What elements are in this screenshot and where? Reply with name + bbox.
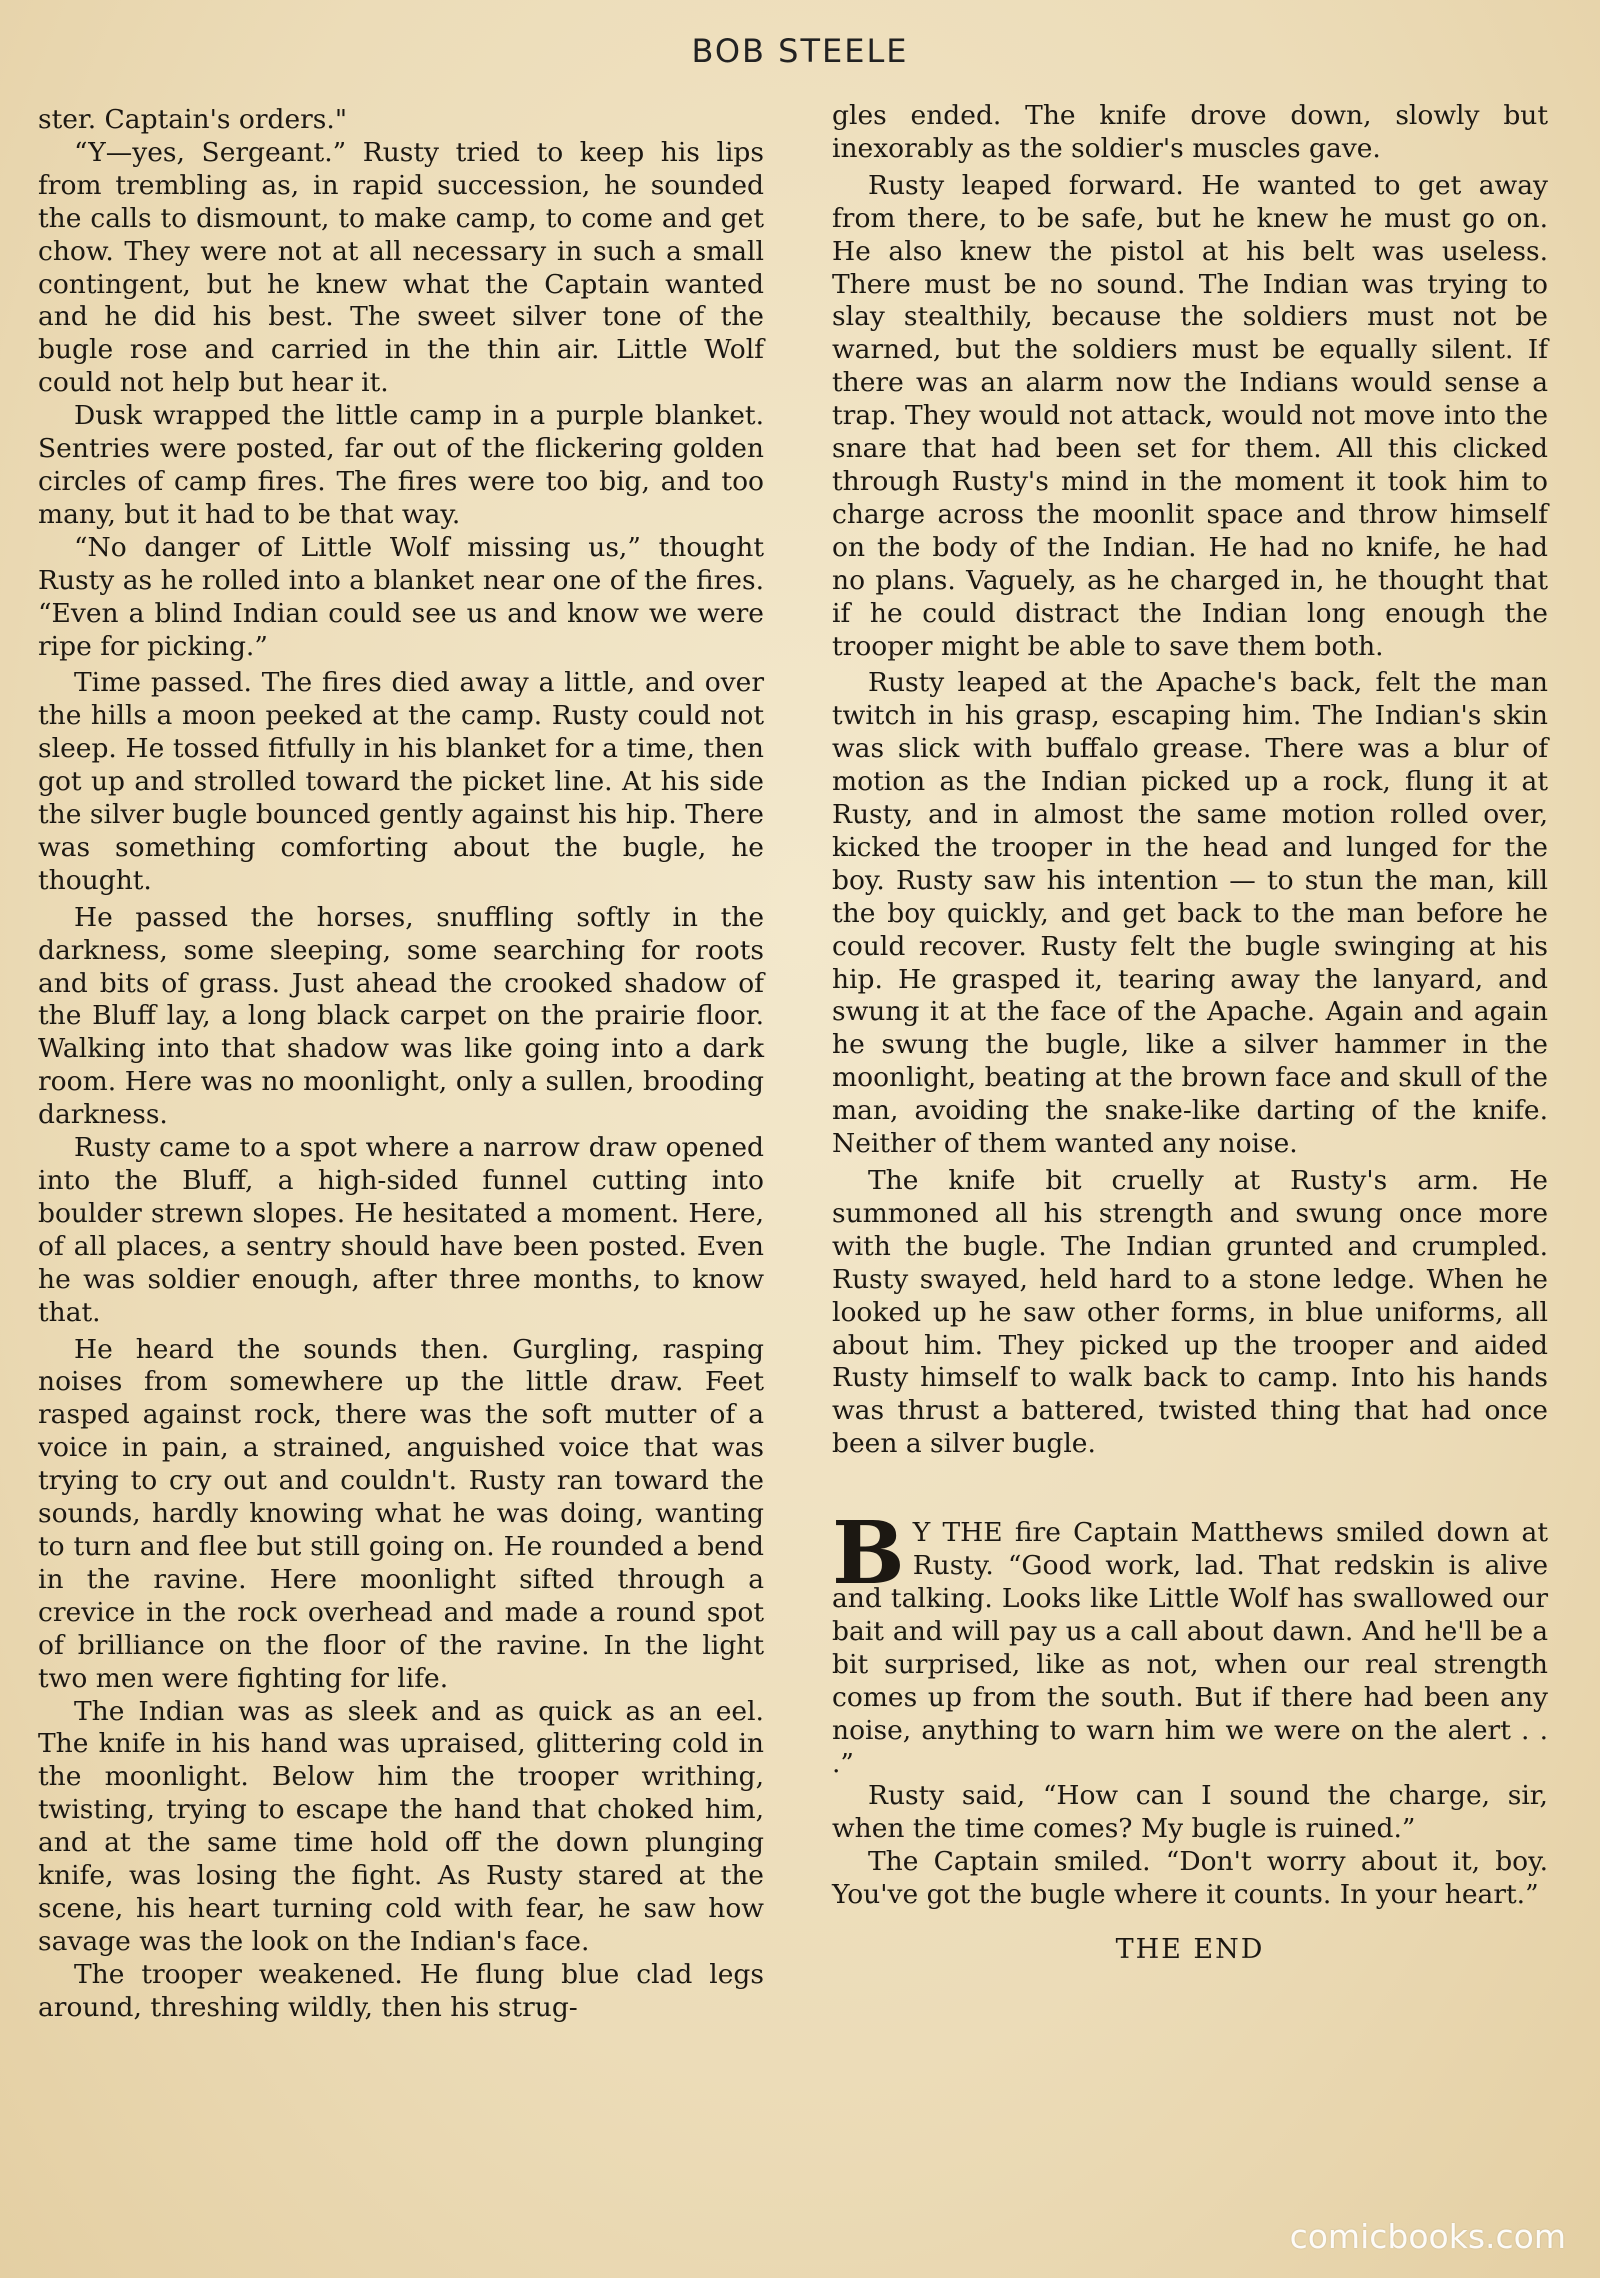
paragraph: The trooper weakened. He flung blue clad legs around, threshing wildly, then his strug-	[38, 1958, 764, 2023]
section-break	[832, 1461, 1548, 1517]
paragraph: Rusty said, “How can I sound the charge, sir, when the time comes? My bugle is ruined.”	[832, 1780, 1548, 1845]
paragraph: Rusty leaped forward. He wanted to get away from there, to be safe, but he knew he must go on. He also knew the pistol at his belt was useless. There must be no sound. The Indian was trying to slay stealthily, because the soldiers must not be warned, but the soldiers must be equally silent. If there was an alarm now the Indians would sense a trap. They would not attack, would not move into the snare that had been set for them. All this clicked through Rusty's mind in the moment it took him to charge across the moonlit space and throw himself on the body of the Indian. He had no knife, he had no plans. Vaguely, as he charged in, he thought that if he could distract the Indian long enough the trooper might be able to save them both.	[832, 169, 1548, 662]
paragraph: Rusty leaped at the Apache's back, felt the man twitch in his grasp, escaping him. The Indian's skin was slick with buffalo grease. There was a blur of motion as the Indian picked up a rock, flung it at Rusty, and in almost the same motion rolled over, kicked the trooper in the head and lunged for the boy. Rusty saw his intention — to stun the man, kill the boy quickly, and get back to the man before he could recover. Rusty felt the bugle swinging at his hip. He grasped it, tearing away the lanyard, and swung it at the face of the Apache. Again and again he swung the bugle, like a silver hammer in the moonlight, beating at the brown face and skull of the man, avoiding the snake-like darting of the knife. Neither of them wanted any noise.	[832, 667, 1548, 1160]
paragraph: ster. Captain's orders."	[38, 104, 348, 135]
right-column	[832, 100, 1548, 1967]
paragraph: The Indian was as sleek and as quick as an eel. The knife in his hand was upraised, glittering cold in the moonlight. Below him the trooper writhing, twisting, trying to escape the hand that choked him, and at the same time hold off the down plunging knife, was losing the fight. As Rusty stared at the scene, his heart turning cold with fear, he saw how savage was the look on the Indian's face.	[38, 1695, 764, 1957]
paragraph: gles ended. The knife drove down, slowly but inexorably as the soldier's muscles gave.	[832, 100, 1548, 164]
watermark-text: comicbooks.com	[1289, 2217, 1566, 2256]
left-column	[38, 104, 764, 2025]
the-end-label: THE END	[1115, 1934, 1265, 1966]
paragraph: The knife bit cruelly at Rusty's arm. He summoned all his strength and swung once more with the bugle. The Indian grunted and crumpled. Rusty swayed, held hard to a stone ledge. When he looked up he saw other forms, in blue uniforms, all about him. They picked up the trooper and aided Rusty himself to walk back to camp. Into his hands was thrust a battered, twisted thing that had once been a silver bugle.	[832, 1165, 1548, 1460]
paragraph: The Captain smiled. “Don't worry about it, boy. You've got the bugle where it counts. In your heart.”	[832, 1846, 1548, 1911]
dropcap-paragraph-text: Y THE fire Captain Matthews smiled down at Rusty. “Good work, lad. That redskin is alive and talking. Looks like Little Wolf has swallowed our bait and will pay us a call about dawn. And he'll be a bit surprised, like as not, when our real strength comes up from the south. But if there had been any noise, anything to warn him we were on the alert . . .”	[832, 1517, 1548, 1779]
paragraph: “No danger of Little Wolf missing us,” thought Rusty as he rolled into a blanket near one of the fires. “Even a blind Indian could see us and know we were ripe for picking.”	[38, 531, 764, 662]
paragraph: “Y—yes, Sergeant.” Rusty tried to keep his lips from trembling as, in rapid succession, he sounded the calls to dismount, to make camp, to come and get chow. They were not at all necessary in such a small contingent, but he knew what the Captain wanted and he did his best. The sweet silver tone of the bugle rose and carried in the thin air. Little Wolf could not help but hear it.	[38, 136, 764, 399]
paragraph: Time passed. The fires died away a little, and over the hills a moon peeked at the camp. Rusty could not sleep. He tossed fitfully in his blanket for a time, then got up and strolled toward the picket line. At his side the silver bugle bounced gently against his hip. There was something comforting about the bugle, he thought.	[38, 667, 764, 896]
paragraph: Dusk wrapped the little camp in a purple blanket. Sentries were posted, far out of the flickering golden circles of camp fires. The fires were too big, and too many, but it had to be that way.	[38, 400, 764, 530]
page-header-title: BOB STEELE	[691, 32, 909, 70]
paragraph: He heard the sounds then. Gurgling, rasping noises from somewhere up the little draw. Feet rasped against rock, there was the soft mutter of a voice in pain, a strained, anguished voice that was trying to cry out and couldn't. Rusty ran toward the sounds, hardly knowing what he was doing, wanting to turn and flee but still going on. He rounded a bend in the ravine. Here moonlight sifted through a crevice in the rock overhead and made a round spot of brilliance on the floor of the ravine. In the light two men were fighting for life.	[38, 1333, 764, 1694]
paragraph: He passed the horses, snuffling softly in the darkness, some sleeping, some searching for roots and bits of grass. Just ahead the crooked shadow of the Bluff lay, a long black carpet on the prairie floor. Walking into that shadow was like going into a dark room. Here was no moonlight, only a sullen, brooding darkness.	[38, 901, 764, 1131]
paragraph: Rusty came to a spot where a narrow draw opened into the Bluff, a high-sided funnel cutting into boulder strewn slopes. He hesitated a moment. Here, of all places, a sentry should have been posted. Even he was soldier enough, after three months, to know that.	[38, 1132, 764, 1328]
dropcap-paragraph	[832, 1503, 1548, 1780]
drop-cap-letter: B	[832, 1503, 905, 1605]
